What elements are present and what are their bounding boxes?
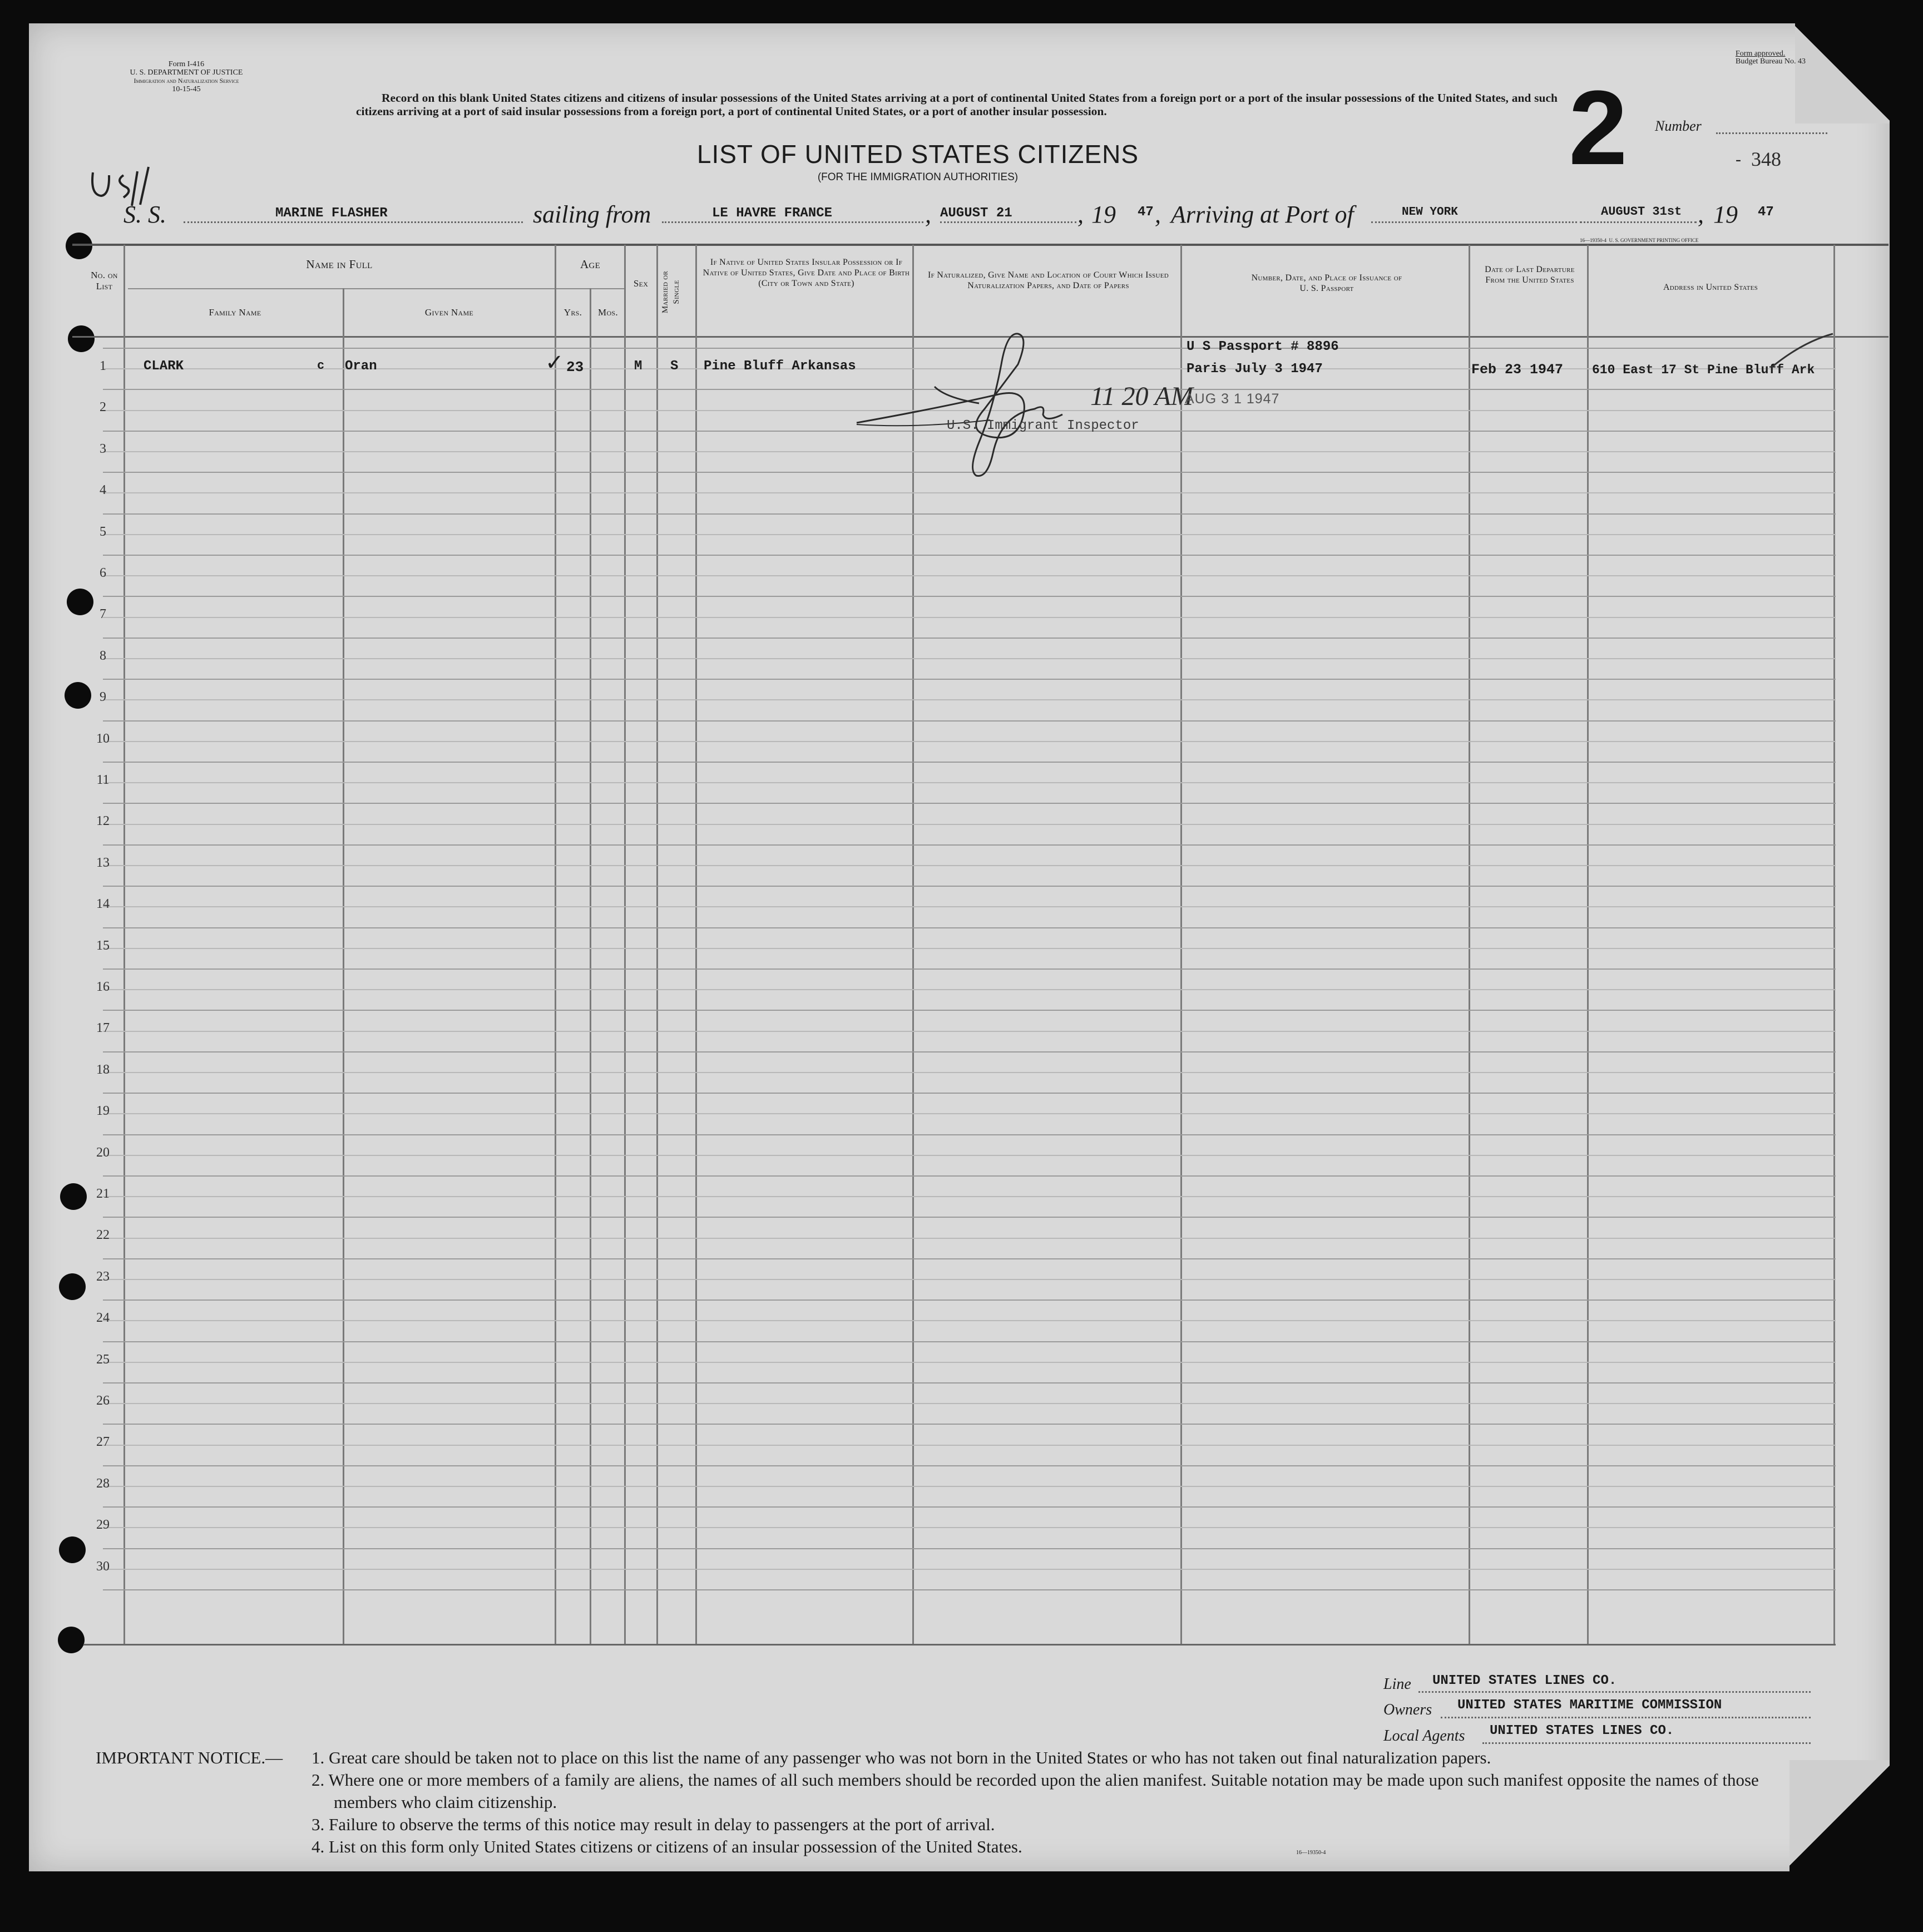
owners-fill-line <box>1441 1717 1811 1718</box>
row-rule <box>103 886 1836 887</box>
row-rule <box>103 803 1836 804</box>
row-rule <box>103 638 1836 639</box>
row-number: 12 <box>96 814 110 829</box>
punch-hole <box>58 1627 85 1653</box>
row-number: 28 <box>96 1476 110 1491</box>
col-rule <box>343 288 344 1644</box>
comma-4: , <box>1698 201 1704 228</box>
row1-age-years: 23 <box>566 359 584 375</box>
arrival-date: AUGUST 31st <box>1601 205 1682 219</box>
col-header-yrs: Yrs. <box>563 307 582 318</box>
line-label: Line <box>1383 1676 1411 1693</box>
row-number: 7 <box>100 607 106 622</box>
notice-label: IMPORTANT NOTICE.— <box>96 1748 283 1767</box>
notice-body <box>312 1747 1780 1858</box>
row-rule <box>103 720 1836 722</box>
notice-item-4: 4. List on this form only United States citizens or citizens of an insular possession of the United States. <box>312 1837 1022 1856</box>
row1-passport-number: U S Passport # 8896 <box>1187 339 1339 354</box>
col-rule <box>1180 245 1182 1644</box>
date-received-stamp: AUG 3 1 1947 <box>1185 391 1280 407</box>
folded-corner-top <box>1795 23 1890 123</box>
row-rule <box>103 969 1836 970</box>
row-number: 4 <box>100 483 106 498</box>
row-rule <box>103 1362 1836 1363</box>
row-number: 3 <box>100 441 106 456</box>
number-label: Number <box>1655 118 1702 134</box>
owners-label: Owners <box>1383 1701 1432 1718</box>
row-number: 14 <box>96 897 110 912</box>
row-rule <box>103 1299 1836 1301</box>
row-number: 1 <box>100 359 106 373</box>
col-rule <box>1833 245 1835 1644</box>
inspector-stamp: U.S. Immigrant Inspector <box>947 418 1139 433</box>
row-rule <box>103 1548 1836 1549</box>
approval-text: Form approved. <box>1736 50 1786 58</box>
notice-item-1: 1. Great care should be taken not to place on this list the name of any passenger who was not born in the United States or who has not taken out final naturalization papers. <box>312 1748 1491 1767</box>
list-number: 348 <box>1751 148 1781 170</box>
col-header-naturalized: If Naturalized, Give Name and Location of Court Which Issued Naturalization Papers, and Date of Papers <box>927 270 1169 290</box>
row1-given-name: Oran <box>345 359 377 374</box>
row-rule <box>103 1031 1836 1032</box>
row-number: 23 <box>96 1269 110 1284</box>
from-port: LE HAVRE FRANCE <box>712 206 833 221</box>
footer-code: 16—19350-4 <box>1296 1850 1326 1856</box>
row-rule <box>103 741 1836 742</box>
comma-2: , <box>1077 201 1084 228</box>
punch-hole <box>68 325 95 352</box>
row-number: 19 <box>96 1104 110 1119</box>
service: Immigration and Naturalization Service <box>134 77 239 85</box>
row-number: 5 <box>100 524 106 539</box>
page-subtitle: (FOR THE IMMIGRATION AUTHORITIES) <box>817 171 1019 183</box>
page-title: LIST OF UNITED STATES CITIZENS <box>696 140 1139 169</box>
row-rule <box>103 1010 1836 1011</box>
row-rule <box>103 1589 1836 1590</box>
row-number: 20 <box>96 1145 110 1160</box>
row-number: 29 <box>96 1518 110 1533</box>
row-rule <box>103 906 1836 907</box>
col-rule <box>656 245 658 1644</box>
row-rule <box>103 1486 1836 1487</box>
row-rule <box>103 1465 1836 1466</box>
form-id: Form I-416 <box>168 60 205 68</box>
arrival-date-fill-line <box>1580 221 1697 223</box>
row-number: 26 <box>96 1394 110 1408</box>
row-rule <box>103 948 1836 949</box>
row-number: 21 <box>96 1187 110 1201</box>
row-rule <box>103 1403 1836 1404</box>
name-group-rule <box>128 288 623 289</box>
col-header-family-name: Family Name <box>209 307 261 318</box>
printer-code <box>1580 238 1698 243</box>
arrival-year-prefix: 19 <box>1713 201 1738 228</box>
line-fill-line <box>1418 1691 1811 1693</box>
row-rule <box>103 1051 1836 1053</box>
col-rule <box>695 245 697 1644</box>
row-rule <box>103 534 1836 535</box>
printer-name: U. S. GOVERNMENT PRINTING OFFICE <box>1609 238 1699 243</box>
sheet-number: 2 <box>1569 69 1628 187</box>
row-rule <box>103 1445 1836 1446</box>
row-rule <box>103 1093 1836 1094</box>
row1-sex: M <box>634 359 642 374</box>
row-rule <box>103 658 1836 659</box>
address-check-stroke <box>1769 331 1836 370</box>
row-number: 13 <box>96 855 110 870</box>
table-bottom-rule <box>83 1644 1836 1646</box>
budget-bureau: Budget Bureau No. 43 <box>1736 57 1806 66</box>
notice-item-3: 3. Failure to observe the terms of this notice may result in delay to passengers at the port of arrival. <box>312 1815 995 1834</box>
depart-year-prefix: 19 <box>1091 201 1116 228</box>
row-number: 18 <box>96 1062 110 1077</box>
comma-1: , <box>925 201 931 228</box>
depart-date: AUGUST 21 <box>940 206 1012 221</box>
col-header-married: Married or Single <box>661 270 681 314</box>
row-rule <box>103 1072 1836 1073</box>
col-header-native: If Native of United States Insular Possession or If Native of United States, Give Date and Place of Birth (City or Town and State) <box>703 258 910 288</box>
local-agents-label: Local Agents <box>1383 1727 1465 1745</box>
number-dash: - <box>1736 150 1741 169</box>
row-number: 15 <box>96 938 110 953</box>
number-fill-line <box>1716 132 1827 134</box>
row-rule <box>103 513 1836 515</box>
local-agents-value: UNITED STATES LINES CO. <box>1490 1723 1674 1738</box>
col-header-name-in-full: Name in Full <box>306 258 373 271</box>
row-rule <box>103 1217 1836 1218</box>
row-number: 16 <box>96 980 110 994</box>
row1-mark: c <box>317 359 325 373</box>
row-rule <box>103 1279 1836 1280</box>
time-note: 11 20 AM <box>1090 382 1193 411</box>
row-rule <box>103 1258 1836 1259</box>
col-header-given-name: Given Name <box>424 307 474 318</box>
row-rule <box>103 617 1836 618</box>
row-rule <box>103 762 1836 763</box>
row-rule <box>103 1569 1836 1570</box>
punch-hole <box>66 233 92 259</box>
approval-note <box>1736 50 1806 66</box>
sailing-label: sailing from <box>533 201 651 228</box>
row-rule <box>103 699 1836 700</box>
row-number: 30 <box>96 1559 110 1574</box>
col-rule <box>590 288 591 1644</box>
row-rule <box>103 1134 1836 1135</box>
check-mark: ✓ <box>545 350 564 375</box>
col-header-age: Age <box>580 258 601 271</box>
col-header-address: Address in United States <box>1663 283 1758 292</box>
depart-year: 47 <box>1138 205 1154 220</box>
table-top-rule <box>72 244 1889 246</box>
col-rule <box>1469 245 1470 1644</box>
notice-item-2: 2. Where one or more members of a family are aliens, the names of all such members should be recorded upon the alien manifest. Suitable notation may be made upon such manifest opposite the names of those members who claim citizenship. <box>312 1770 1759 1812</box>
arrival-port: NEW YORK <box>1402 206 1458 219</box>
row-rule <box>103 1341 1836 1342</box>
row1-us-address: 610 East 17 St Pine Bluff Ark <box>1592 363 1815 377</box>
arrival-port-fill-line <box>1371 221 1577 223</box>
agents-fill-line <box>1482 1742 1811 1744</box>
row-rule <box>103 555 1836 556</box>
row-number: 10 <box>96 731 110 746</box>
row-rule <box>103 1196 1836 1197</box>
row-rule <box>103 1155 1836 1156</box>
row-rule <box>103 679 1836 680</box>
arriving-label: Arriving at Port of <box>1171 201 1354 228</box>
folded-corner-bottom <box>1789 1760 1890 1871</box>
row-rule <box>103 1113 1836 1114</box>
col-header-departure: Date of Last Departure From the United States <box>1485 265 1575 285</box>
form-date: 10-15-45 <box>172 85 201 93</box>
col-rule <box>624 245 626 1644</box>
ship-fill-line <box>184 221 523 223</box>
row-rule <box>103 1506 1836 1508</box>
row-rule <box>103 575 1836 576</box>
row1-passport-issue: Paris July 3 1947 <box>1187 362 1323 377</box>
row-number: 11 <box>96 773 110 787</box>
row1-last-departure: Feb 23 1947 <box>1471 362 1564 378</box>
col-header-mos: Mos. <box>598 307 618 318</box>
col-header-passport: Number, Date, and Place of Issuance of U. S. Passport <box>1251 273 1402 293</box>
from-fill-line <box>662 221 923 223</box>
row-rule <box>103 824 1836 825</box>
ss-label: S. S. <box>123 201 166 228</box>
print-code: 16—19350-4 <box>1580 238 1606 243</box>
row-rule <box>103 1320 1836 1321</box>
row1-marital-status: S <box>670 359 679 374</box>
row-rule <box>103 596 1836 597</box>
row-number: 2 <box>100 400 106 415</box>
owners-value: UNITED STATES MARITIME COMMISSION <box>1457 1698 1722 1713</box>
col-header-no: No. on List <box>91 270 118 291</box>
row-rule <box>103 492 1836 493</box>
row1-family-name: CLARK <box>144 359 184 374</box>
row-rule <box>103 1238 1836 1239</box>
line-value: UNITED STATES LINES CO. <box>1432 1673 1617 1688</box>
intro-text: Record on this blank United States citizens and citizens of insular possessions of the United States arriving at a port of continental United States from a foreign port or a port of the insular possessions of the United States, and such citizens arriving at a port of said insular possessions from a foreign port, a port of continental United States, or a port of another insular possession. <box>356 91 1558 118</box>
col-rule <box>555 245 556 1644</box>
row-rule <box>103 1527 1836 1528</box>
row-number: 22 <box>96 1228 110 1243</box>
row-number: 25 <box>96 1352 110 1367</box>
row-number: 8 <box>100 648 106 663</box>
row-number: 17 <box>96 1021 110 1036</box>
row1-birthplace: Pine Bluff Arkansas <box>704 359 856 374</box>
row-rule <box>103 844 1836 846</box>
department: U. S. DEPARTMENT OF JUSTICE <box>130 68 243 77</box>
col-rule <box>1587 245 1589 1644</box>
row-number: 24 <box>96 1311 110 1326</box>
ship-name: MARINE FLASHER <box>275 206 388 221</box>
row-rule <box>103 782 1836 783</box>
row-rule <box>103 865 1836 866</box>
row-rule <box>103 989 1836 990</box>
row-number: 27 <box>96 1435 110 1450</box>
arrival-year: 47 <box>1758 205 1774 220</box>
row-rule <box>103 927 1836 928</box>
row-rule <box>103 1424 1836 1425</box>
depart-date-fill-line <box>940 221 1076 223</box>
row-number: 9 <box>100 690 106 705</box>
row-rule <box>103 1382 1836 1383</box>
row-number: 6 <box>100 566 106 580</box>
comma-3: , <box>1155 201 1161 228</box>
form-identifier <box>83 60 289 93</box>
row-rule <box>103 1175 1836 1177</box>
col-header-sex: Sex <box>633 278 649 289</box>
